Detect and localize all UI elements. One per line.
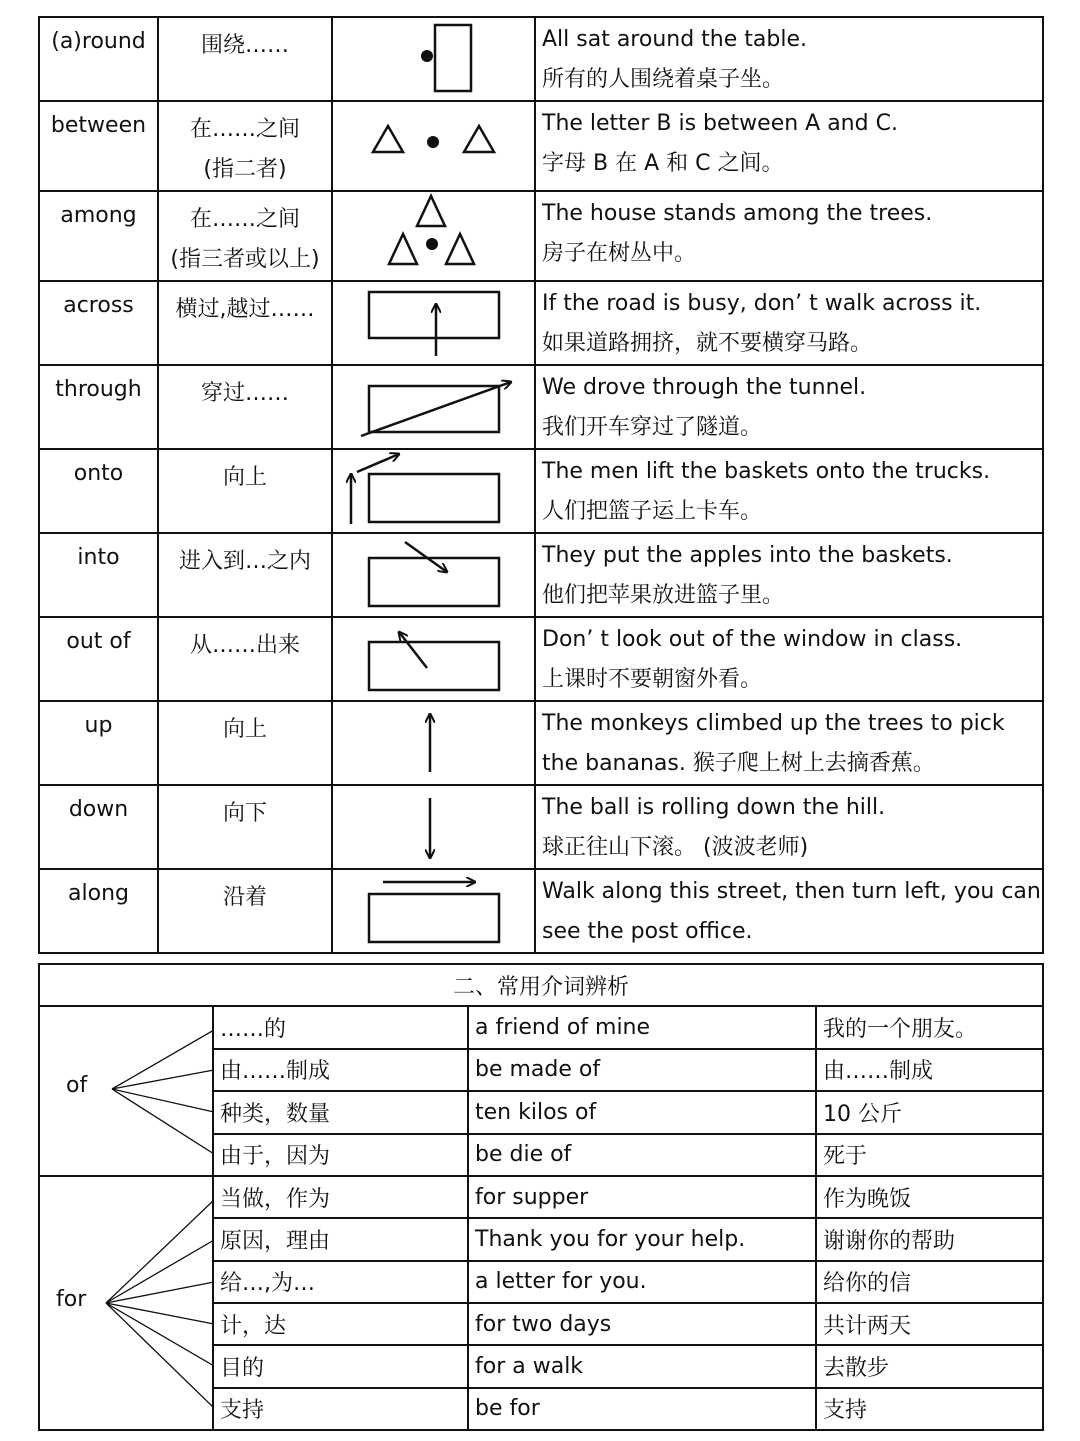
usage-group-for [39, 1176, 213, 1430]
meaning-line: 横过,越过…… [175, 297, 315, 322]
usage-translation: 由……制成 [816, 1049, 1043, 1092]
diagram-around [332, 17, 535, 101]
onto-diagram-icon [333, 450, 534, 530]
diagram-across [332, 281, 535, 365]
preposition-example [535, 191, 1043, 281]
into-diagram-icon [333, 534, 534, 614]
preposition-example [535, 17, 1043, 101]
example-line: They put the apples into the baskets. [542, 543, 953, 568]
meaning-line: 在……之间 [189, 117, 300, 142]
usage-translation: 去散步 [816, 1345, 1043, 1387]
usage-meaning: 计，达 [213, 1303, 468, 1345]
usage-meaning: 原因，理由 [213, 1218, 468, 1260]
preposition-row [39, 701, 1043, 785]
usage-group-of [39, 1006, 213, 1176]
example-line: the bananas. 猴子爬上树上去摘香蕉。 [542, 751, 935, 776]
preposition-row [39, 869, 1043, 953]
preposition-table [38, 16, 1044, 954]
meaning-line: (指三者或以上) [170, 247, 320, 272]
preposition-example [535, 365, 1043, 449]
example-line: The men lift the baskets onto the trucks. [542, 459, 991, 484]
usage-meaning: 支持 [213, 1388, 468, 1430]
meaning-line: 围绕…… [200, 33, 289, 58]
usage-meaning: ……的 [213, 1006, 468, 1049]
preposition-example [535, 533, 1043, 617]
group-word: of [66, 1073, 88, 1098]
example-line: Walk along this street, then turn left, you can [542, 879, 1041, 904]
preposition-meaning [158, 617, 332, 701]
preposition-word: onto [39, 449, 158, 533]
preposition-meaning [158, 785, 332, 869]
example-line: 字母 B 在 A 和 C 之间。 [542, 151, 784, 176]
usage-translation: 给你的信 [816, 1261, 1043, 1303]
example-line: 上课时不要朝窗外看。 [542, 667, 763, 692]
usage-row [39, 1176, 1043, 1218]
usage-example: a letter for you. [468, 1261, 816, 1303]
preposition-word: along [39, 869, 158, 953]
preposition-word: (a)round [39, 17, 158, 101]
usage-example: ten kilos of [468, 1091, 816, 1134]
preposition-example [535, 785, 1043, 869]
preposition-meaning [158, 191, 332, 281]
example-line: 如果道路拥挤，就不要横穿马路。 [542, 331, 873, 356]
example-line: 人们把篮子运上卡车。 [542, 499, 763, 524]
meaning-line: 沿着 [222, 885, 267, 910]
preposition-example [535, 869, 1043, 953]
preposition-example [535, 281, 1043, 365]
diagram-through [332, 365, 535, 449]
preposition-word: out of [39, 617, 158, 701]
usage-example: for two days [468, 1303, 816, 1345]
preposition-meaning [158, 449, 332, 533]
diagram-between [332, 101, 535, 191]
preposition-row [39, 281, 1043, 365]
preposition-example [535, 101, 1043, 191]
example-line: 我们开车穿过了隧道。 [542, 415, 763, 440]
preposition-row [39, 101, 1043, 191]
meaning-line: 向上 [222, 465, 267, 490]
usage-translation: 我的一个朋友。 [816, 1006, 1043, 1049]
preposition-example [535, 701, 1043, 785]
usage-example: Thank you for your help. [468, 1218, 816, 1260]
preposition-word: down [39, 785, 158, 869]
preposition-example [535, 449, 1043, 533]
meaning-line: 穿过…… [200, 381, 289, 406]
group-word: for [56, 1287, 87, 1312]
preposition-meaning [158, 365, 332, 449]
usage-example: be die of [468, 1134, 816, 1177]
usage-translation: 死于 [816, 1134, 1043, 1177]
example-line: All sat around the table. [542, 27, 807, 52]
usage-translation: 支持 [816, 1388, 1043, 1430]
preposition-word: into [39, 533, 158, 617]
among-diagram-icon [333, 192, 534, 272]
example-line: We drove through the tunnel. [542, 375, 867, 400]
example-line: The monkeys climbed up the trees to pick [542, 711, 1005, 736]
preposition-example [535, 617, 1043, 701]
usage-meaning: 目的 [213, 1345, 468, 1387]
preposition-word: across [39, 281, 158, 365]
around-diagram-icon [333, 18, 534, 98]
usage-example: be for [468, 1388, 816, 1430]
preposition-word: up [39, 701, 158, 785]
meaning-line: (指二者) [203, 157, 287, 182]
preposition-row [39, 365, 1043, 449]
through-diagram-icon [333, 366, 534, 446]
example-line: 他们把苹果放进篮子里。 [542, 583, 785, 608]
usage-meaning: 由于，因为 [213, 1134, 468, 1177]
example-line: 房子在树丛中。 [542, 241, 697, 266]
usage-meaning: 种类，数量 [213, 1091, 468, 1134]
across-diagram-icon [333, 282, 534, 362]
example-line: 所有的人围绕着桌子坐。 [542, 67, 785, 92]
usage-translation: 作为晚饭 [816, 1176, 1043, 1218]
preposition-word: through [39, 365, 158, 449]
diagram-among [332, 191, 535, 281]
example-line: The ball is rolling down the hill. [542, 795, 886, 820]
usage-translation: 谢谢你的帮助 [816, 1218, 1043, 1260]
example-line: If the road is busy, don’ t walk across it. [542, 291, 982, 316]
preposition-row [39, 449, 1043, 533]
usage-example: for supper [468, 1176, 816, 1218]
usage-translation: 10 公斤 [816, 1091, 1043, 1134]
usage-meaning: 由……制成 [213, 1049, 468, 1092]
preposition-meaning [158, 17, 332, 101]
diagram-onto [332, 449, 535, 533]
usage-table [38, 963, 1044, 1431]
usage-translation: 共计两天 [816, 1303, 1043, 1345]
usage-row [39, 1006, 1043, 1049]
usage-table-title: 二、常用介词辨析 [39, 964, 1043, 1006]
example-line: The house stands among the trees. [542, 201, 933, 226]
usage-meaning: 当做，作为 [213, 1176, 468, 1218]
down-diagram-icon [333, 786, 534, 866]
preposition-word: between [39, 101, 158, 191]
diagram-down [332, 785, 535, 869]
usage-example: be made of [468, 1049, 816, 1092]
preposition-row [39, 533, 1043, 617]
preposition-meaning [158, 869, 332, 953]
example-line: The letter B is between A and C. [542, 111, 898, 136]
along-diagram-icon [333, 870, 534, 950]
meaning-line: 向上 [222, 717, 267, 742]
preposition-meaning [158, 281, 332, 365]
example-line: see the post office. [542, 919, 753, 944]
diagram-up [332, 701, 535, 785]
up-diagram-icon [333, 702, 534, 782]
preposition-meaning [158, 101, 332, 191]
usage-example: a friend of mine [468, 1006, 816, 1049]
between-diagram-icon [333, 102, 534, 182]
usage-example: for a walk [468, 1345, 816, 1387]
meaning-line: 在……之间 [189, 207, 300, 232]
meaning-line: 从……出来 [189, 633, 300, 658]
diagram-into [332, 533, 535, 617]
meaning-line: 进入到…之内 [178, 549, 311, 574]
preposition-row [39, 191, 1043, 281]
meaning-line: 向下 [222, 801, 267, 826]
example-line: Don’ t look out of the window in class. [542, 627, 963, 652]
example-line: 球正往山下滚。 (波波老师) [542, 835, 809, 860]
usage-meaning: 给…,为… [213, 1261, 468, 1303]
preposition-word: among [39, 191, 158, 281]
preposition-row [39, 785, 1043, 869]
out-of-diagram-icon [333, 618, 534, 698]
diagram-out-of [332, 617, 535, 701]
preposition-meaning [158, 533, 332, 617]
preposition-row [39, 17, 1043, 101]
preposition-meaning [158, 701, 332, 785]
diagram-along [332, 869, 535, 953]
preposition-row [39, 617, 1043, 701]
